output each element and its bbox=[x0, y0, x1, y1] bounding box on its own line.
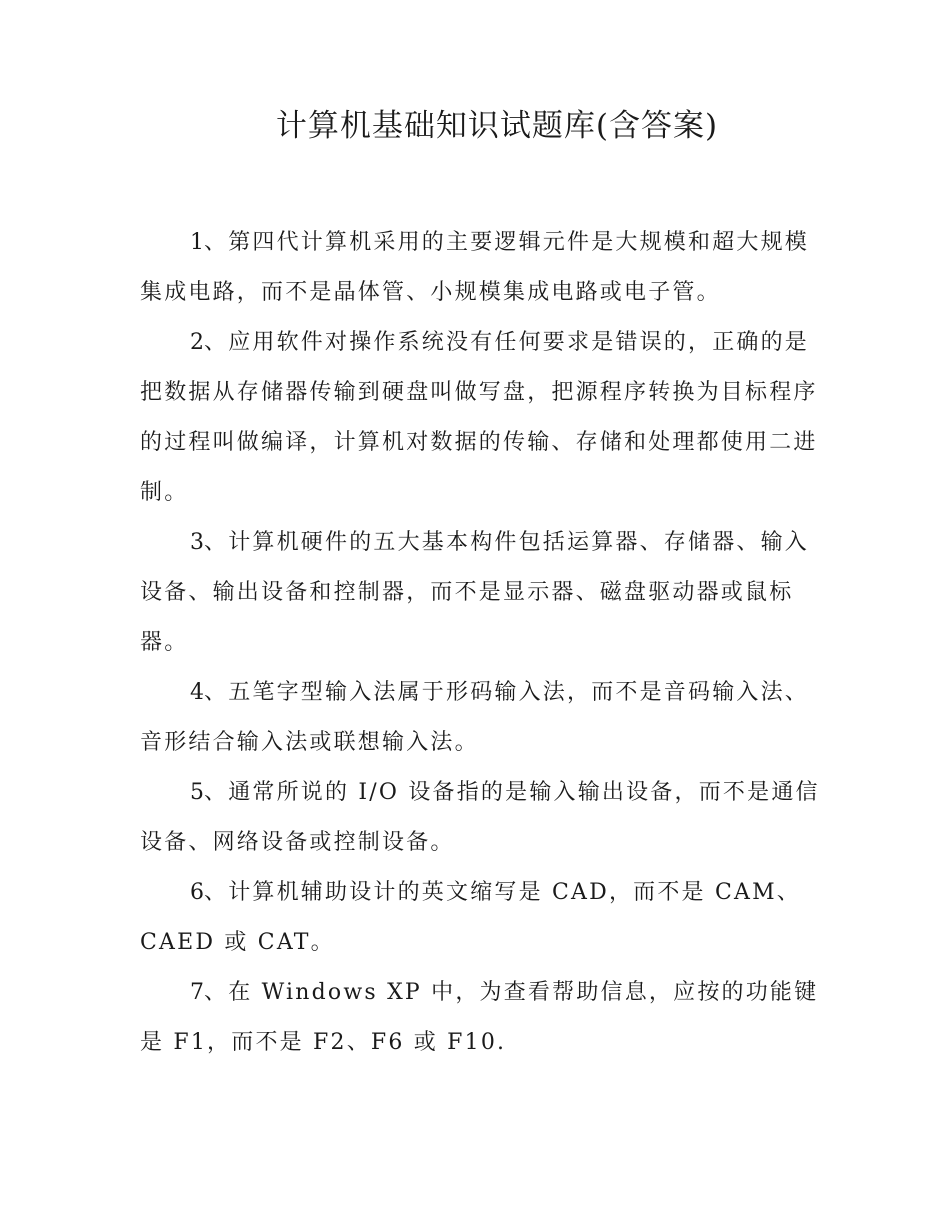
question-item-7 bbox=[140, 968, 820, 1068]
question-text: 、通常所说的 I/O 设备指的是输入输出设备，而不是通信设备、网络设备或控制设备。 bbox=[140, 780, 820, 855]
question-text: 、第四代计算机采用的主要逻辑元件是大规模和超大规模集成电路，而不是晶体管、小规模集成电路或电子管。 bbox=[140, 230, 810, 305]
question-item-5 bbox=[140, 768, 820, 868]
question-item-1 bbox=[140, 218, 820, 318]
question-number: 3 bbox=[190, 530, 204, 555]
question-number: 7 bbox=[190, 980, 204, 1005]
document-title: 计算机基础知识试题库(含答案) bbox=[275, 108, 719, 144]
question-number: 6 bbox=[190, 880, 204, 905]
question-number: 1 bbox=[190, 230, 204, 255]
question-text: 、在 Windows XP 中，为查看帮助信息，应按的功能键是 F1，而不是 F2、F6 或 F10. bbox=[140, 980, 819, 1055]
question-text: 、应用软件对操作系统没有任何要求是错误的，正确的是把数据从存储器传输到硬盘叫做写盘，把源程序转换为目标程序的过程叫做编译，计算机对数据的传输、存储和处理都使用二进制。 bbox=[140, 330, 818, 505]
question-number: 4 bbox=[190, 680, 204, 705]
question-list bbox=[140, 218, 820, 1068]
question-text: 、计算机硬件的五大基本构件包括运算器、存储器、输入设备、输出设备和控制器，而不是显示器、磁盘驱动器或鼠标器。 bbox=[140, 530, 810, 655]
question-text: 、计算机辅助设计的英文缩写是 CAD，而不是 CAM、CAED 或 CAT。 bbox=[140, 880, 801, 955]
question-item-6 bbox=[140, 868, 820, 968]
question-number: 2 bbox=[190, 330, 204, 355]
question-number: 5 bbox=[190, 780, 204, 805]
question-item-2 bbox=[140, 318, 820, 518]
question-text: 、五笔字型输入法属于形码输入法，而不是音码输入法、音形结合输入法或联想输入法。 bbox=[140, 680, 810, 755]
question-item-4 bbox=[140, 668, 820, 768]
question-item-3 bbox=[140, 518, 820, 668]
